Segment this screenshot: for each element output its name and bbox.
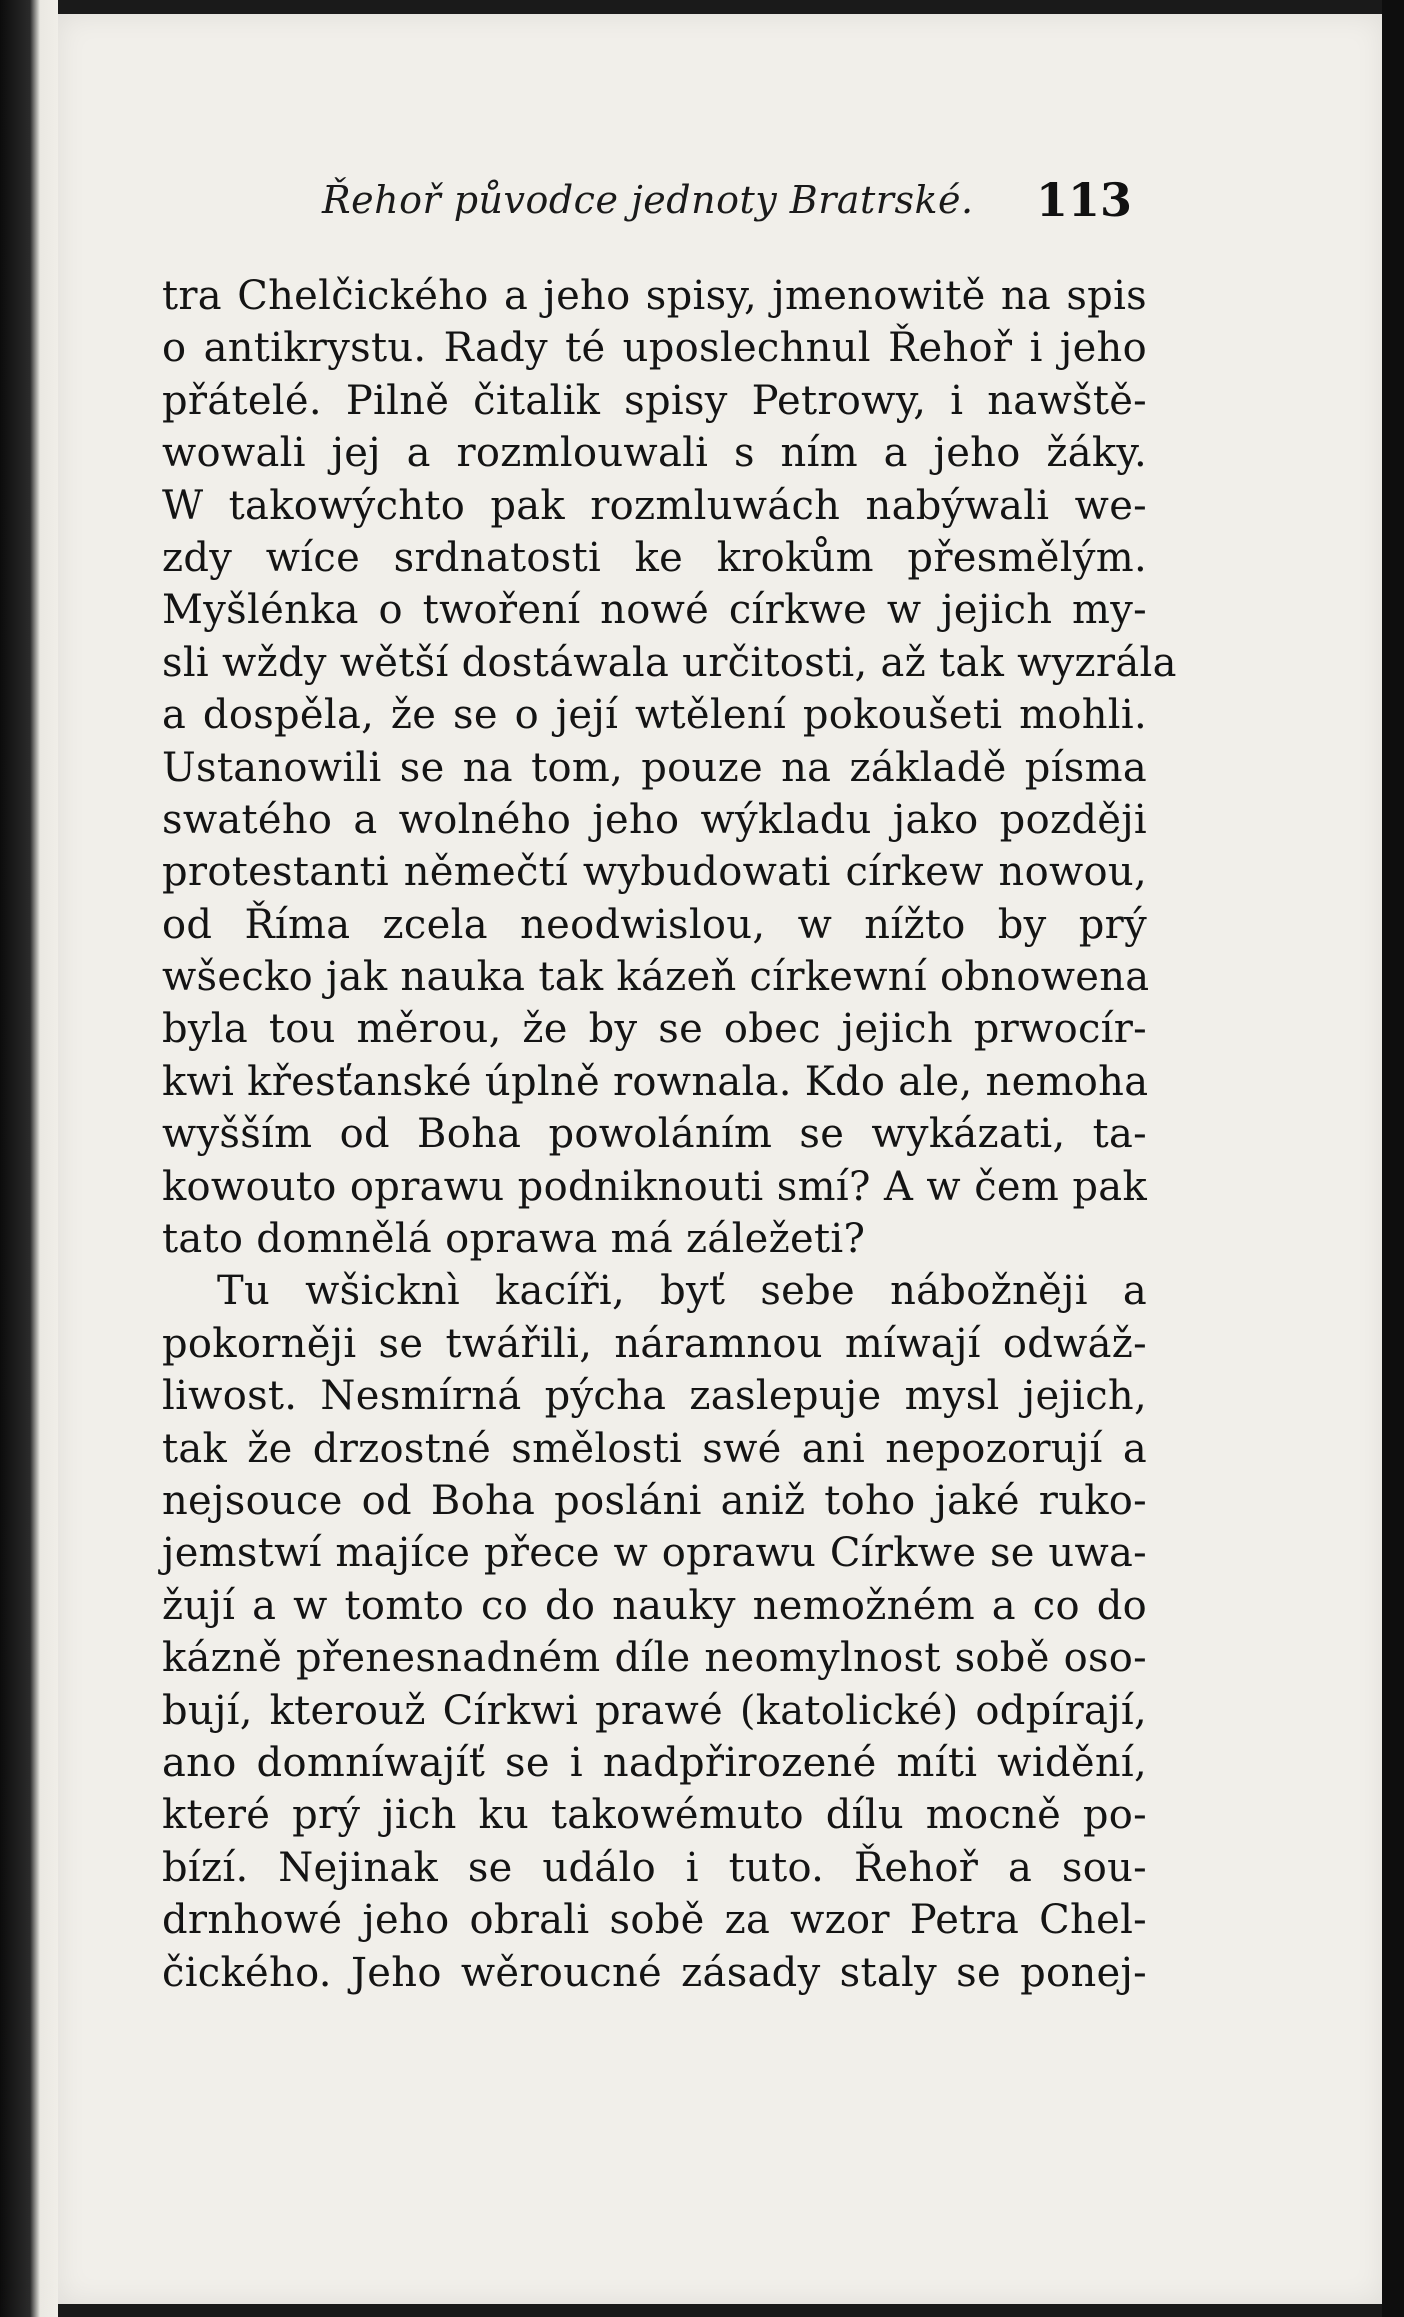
body-text: [162, 270, 1177, 1999]
text-line: tato domnělá oprawa má záležeti?: [162, 1216, 866, 1263]
text-line: Ustanowili se na tom, pouze na základě písma: [162, 744, 1147, 791]
text-line: žují a w tomto co do nauky nemožném a co do: [162, 1582, 1147, 1629]
text-line: jemstwí majíce přece w oprawu Církwe se uwa-: [162, 1530, 1147, 1577]
text-line: které prý jich ku takowémuto dílu mocně po-: [162, 1792, 1147, 1839]
text-line: protestanti němečtí wybudowati církew nowou,: [162, 849, 1147, 896]
text-line: bízí. Nejinak se událo i tuto. Řehoř a sou-: [162, 1844, 1147, 1891]
text-line: nejsouce od Boha posláni aniž toho jaké ruko-: [162, 1477, 1147, 1524]
text-line: čického. Jeho wěroucné zásady staly se ponej-: [162, 1949, 1147, 1996]
scan-right-border: [1382, 0, 1404, 2317]
adjacent-page-edge: [0, 0, 58, 2317]
text-line: drnhowé jeho obrali sobě za wzor Petra Chel-: [162, 1897, 1147, 1944]
text-line: kowouto oprawu podniknouti smí? A w čem pak: [162, 1163, 1147, 1210]
text-line: sli wždy wětší dostáwala určitosti, až tak wyzrála: [162, 639, 1177, 686]
text-line: byla tou měrou, že by se obec jejich prwocír-: [162, 1006, 1147, 1053]
text-line: tak že drzostné smělosti swé ani nepozorují a: [162, 1425, 1147, 1472]
page-number: 113: [1035, 173, 1132, 227]
text-line: liwost. Nesmírná pýcha zaslepuje mysl jejich,: [162, 1373, 1147, 1420]
text-line: od Říma zcela neodwislou, w nížto by prý: [162, 901, 1147, 948]
running-head: Řehoř původce jednoty Bratrské.: [322, 178, 974, 222]
text-line: Tu wšicknì kacíři, byť sebe nábožněji a: [217, 1268, 1147, 1315]
text-line: ano domníwajíť se i nadpřirozené míti widění,: [162, 1739, 1147, 1786]
text-line: kwi křesťanské úplně rownala. Kdo ale, nemoha: [162, 1058, 1149, 1105]
text-line: přátelé. Pilně čitalik spisy Petrowy, i nawště-: [162, 377, 1147, 424]
text-line: Myšlénka o twoření nowé církwe w jejich my-: [162, 587, 1147, 634]
text-line: swatého a wolného jeho wýkladu jako později: [162, 796, 1147, 843]
text-line: tra Chelčického a jeho spisy, jmenowitě na spis: [162, 273, 1147, 319]
text-line: pokorněji se twářili, náramnou míwají odwáž-: [162, 1320, 1147, 1367]
text-line: wyšším od Boha powoláním se wykázati, ta-: [162, 1111, 1147, 1158]
page-header: [322, 170, 1152, 240]
text-line: kázně přenesnadném díle neomylnost sobě oso-: [162, 1635, 1147, 1682]
text-line: zdy wíce srdnatosti ke krokům přesmělým.: [162, 534, 1147, 581]
text-line: wowali jej a rozmlouwali s ním a jeho žáky.: [162, 430, 1147, 477]
text-line: o antikrystu. Rady té uposlechnul Řehoř i jeho: [162, 325, 1147, 372]
text-line: W takowýchto pak rozmluwách nabýwali we-: [162, 482, 1147, 529]
text-line: bují, kterouž Církwi prawé (katolické) odpírají,: [162, 1687, 1147, 1734]
text-line: a dospěla, že se o její wtělení pokoušeti mohli.: [162, 692, 1147, 739]
text-line: wšecko jak nauka tak kázeň církewní obnowena: [162, 954, 1150, 1001]
